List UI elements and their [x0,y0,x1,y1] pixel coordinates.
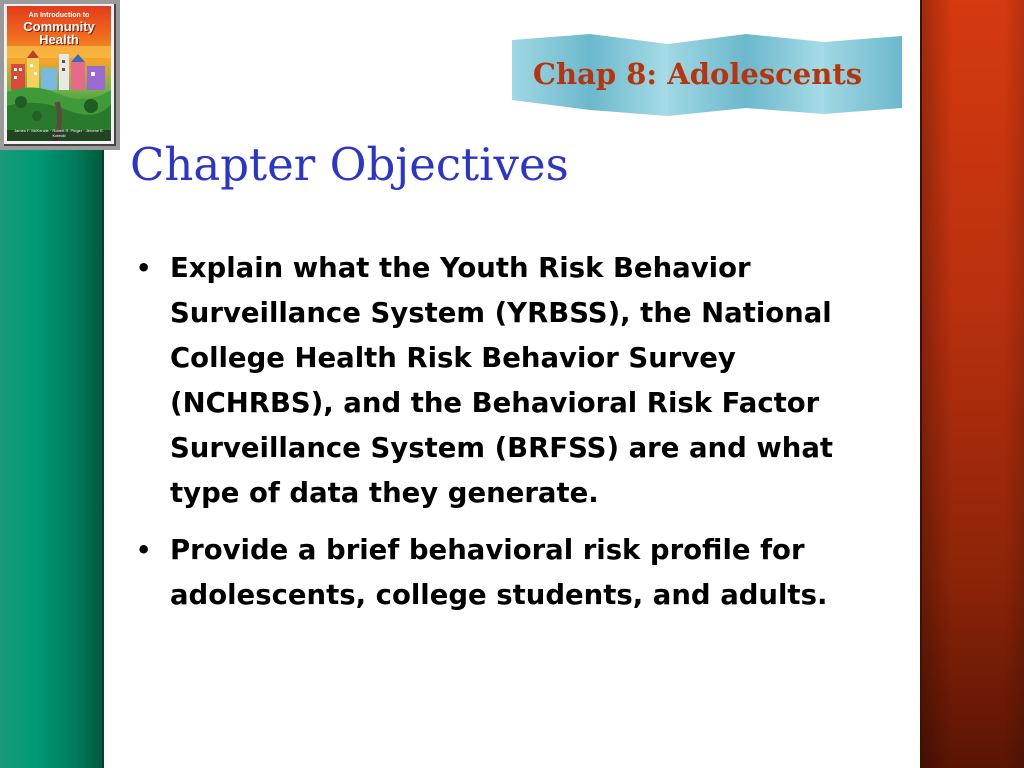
book-authors: James F. McKenzie · Robert R. Pinger · Jerome E. Kotecki [14,128,104,138]
objective-item [130,528,905,618]
book-title [7,20,111,46]
chapter-banner-label: Chap 8: Adolescents [532,57,863,91]
bullet-icon: • [136,254,152,282]
book-cover-frame [4,4,116,146]
book-cover-thumbnail [0,0,120,150]
objective-text: Explain what the Youth Risk Behavior Surveillance System (YRBSS), the National College Health Risk Behavior Survey (NCHRBS), and the Behavioral Risk Factor Surveillance System (BRFSS) are and what type of data they generate. [170,252,834,509]
objective-item [130,246,905,516]
bullet-icon: • [136,536,152,564]
right-accent-bar [922,0,1024,768]
right-bar-divider [920,0,922,768]
book-title-line2: Health [39,32,79,47]
book-title-prefix: An Introduction to [28,12,90,19]
book-cover-image [7,6,111,141]
objectives-list [130,246,905,630]
book-title-line1: Community [23,19,95,34]
slide-title: Chapter Objectives [130,138,569,191]
objective-text: Provide a brief behavioral risk profile for adolescents, college students, and adults. [170,534,828,611]
